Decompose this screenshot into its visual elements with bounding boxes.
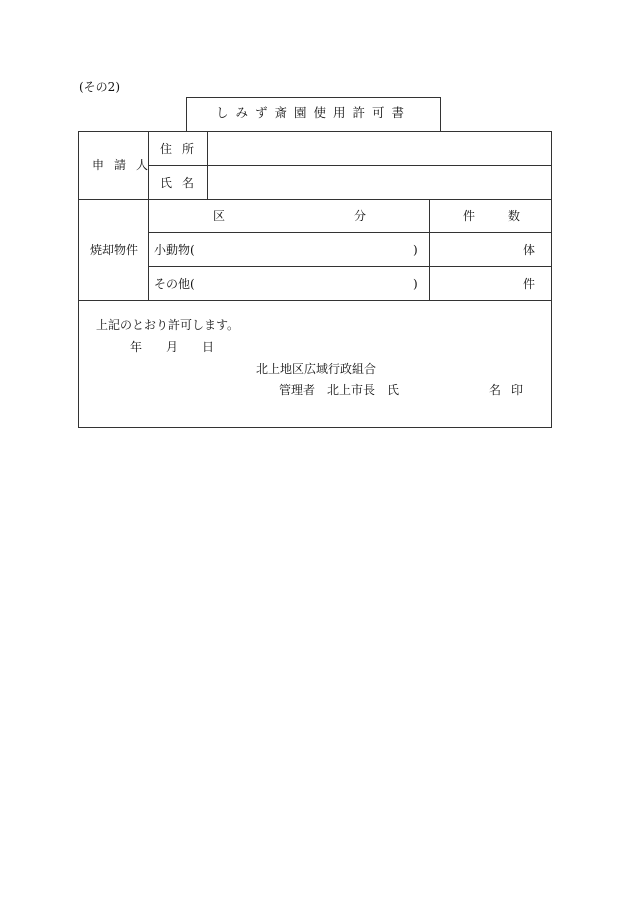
divider-applicant-items — [78, 199, 552, 200]
seal-mark: 印 — [511, 383, 524, 397]
divider-items-rows — [148, 266, 552, 267]
item-row-small-animal-unit: 体 — [523, 243, 536, 257]
divider-label-column — [148, 131, 149, 300]
document-title: しみず斎園使用許可書 — [215, 105, 411, 120]
date-year: 年 — [130, 340, 143, 354]
approval-statement: 上記のとおり許可します。 — [96, 318, 240, 332]
item-row-small-animal-label: 小動物( — [154, 243, 195, 257]
name-suffix: 名 — [489, 383, 502, 397]
date-month: 月 — [166, 340, 179, 354]
name-label: 氏名 — [160, 176, 205, 190]
item-row-other-unit: 件 — [523, 277, 536, 291]
applicant-label: 申請人 — [92, 158, 159, 172]
items-label: 焼却物件 — [90, 243, 139, 257]
count-header-left: 件 — [463, 209, 476, 223]
divider-address-name — [148, 165, 552, 166]
divider-count-column — [429, 199, 430, 300]
item-row-small-animal-close: ) — [413, 243, 418, 257]
divider-items-header — [148, 232, 552, 233]
divider-field-label-column — [207, 131, 208, 199]
category-header-left: 区 — [213, 209, 226, 223]
address-label: 住所 — [160, 142, 205, 156]
date-day: 日 — [202, 340, 215, 354]
item-row-other-label: その他( — [154, 277, 195, 291]
divider-items-approval — [78, 300, 552, 301]
organization-name: 北上地区広域行政組合 — [256, 362, 377, 376]
document-number: (その2) — [79, 80, 120, 94]
item-row-other-close: ) — [413, 277, 418, 291]
count-header-right: 数 — [508, 209, 521, 223]
manager-title: 管理者 北上市長 氏 — [279, 383, 400, 397]
category-header-right: 分 — [354, 209, 367, 223]
